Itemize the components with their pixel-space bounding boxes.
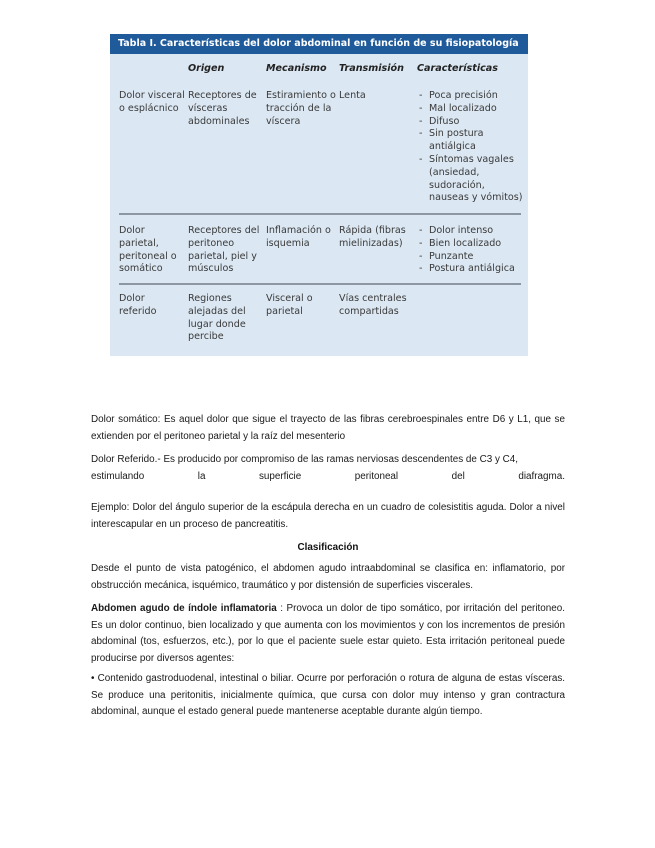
- characteristic-item: - Síntomas vagales (ansiedad, sudoración, nauseas y vómitos): [417, 154, 525, 205]
- row-transmission: Vías centrales compartidas: [339, 293, 407, 317]
- row-transmission: Lenta: [339, 90, 366, 101]
- header-mechanism: Mecanismo: [266, 63, 327, 74]
- paragraph-referred-pain: [91, 452, 565, 485]
- row-mechanism: Visceral o parietal: [266, 293, 313, 317]
- characteristic-item: - Mal localizado: [417, 103, 525, 116]
- inflammatory-body: : Provoca un dolor de tipo somático, por irritación del peritoneo. Es un dolor continuo, bien localizado y que aumenta con los movimientos y con los incrementos de presión abdominal (tos, esfuerzos, etc.), por lo que el paciente suele estar quieto. Esta irritación peritoneal puede producirse por diversos agentes:: [91, 603, 565, 664]
- paragraph-example: Ejemplo: Dolor del ángulo superior de la escápula derecha en un cuadro de colesistitis aguda. Dolor a nivel interescapular en un proceso de pancreatitis.: [91, 502, 565, 530]
- bullet-gastroduodenal: • Contenido gastroduodenal, intestinal o biliar. Ocurre por perforación o rotura de alguna de estas vísceras. Se produce una peritonitis, inicialmente química, que cursa con dolor muy intenso y gran contractura abdominal, aunque el estado general puede mantenerse aceptable durante algún tiempo.: [91, 673, 565, 717]
- characteristics-table: [110, 34, 528, 356]
- table-title: Tabla I. Características del dolor abdominal en función de su fisiopatología: [110, 34, 528, 54]
- section-title-classification: Clasificación: [297, 542, 359, 553]
- table-row: [110, 78, 528, 215]
- characteristic-item: - Punzante: [417, 251, 525, 264]
- row-type: Dolor referido: [119, 293, 157, 317]
- row-transmission: Rápida (fibras mielinizadas): [339, 225, 406, 249]
- row-mechanism: Inflamación o isquemia: [266, 225, 331, 249]
- header-transmission: Transmisión: [339, 63, 404, 74]
- referred-pain-line-1: Dolor Referido.- Es producido por compromiso de las ramas nerviosas descendentes de C3 y C4,: [91, 454, 519, 465]
- referred-pain-line-2: estimulando la superficie peritoneal del diafragma.: [91, 470, 565, 482]
- header-characteristics: Características: [417, 63, 498, 74]
- characteristic-item: - Postura antiálgica: [417, 263, 525, 276]
- row-origin: Receptores del peritoneo parietal, piel y músculos: [188, 225, 260, 275]
- row-type: Dolor visceral o esplácnico: [119, 90, 185, 114]
- characteristic-item: - Difuso: [417, 116, 525, 129]
- table-row: [110, 215, 528, 285]
- row-type: Dolor parietal, peritoneal o somático: [119, 225, 177, 275]
- table-row: [110, 285, 528, 355]
- paragraph-classification: Desde el punto de vista patogénico, el abdomen agudo intraabdominal se clasifica en: inflamatorio, por obstrucción mecánica, isquémico, traumático y por distensión de superficies viscerales.: [91, 563, 565, 591]
- characteristic-item: - Bien localizado: [417, 238, 525, 251]
- row-characteristics: [417, 225, 525, 276]
- row-origin: Regiones alejadas del lugar donde percibe: [188, 293, 246, 343]
- row-mechanism: Estiramiento o tracción de la víscera: [266, 90, 336, 127]
- inflammatory-heading: Abdomen agudo de índole inflamatoria: [91, 603, 277, 614]
- paragraph-inflammatory: [91, 601, 565, 667]
- paragraph-somatic-pain: Dolor somático: Es aquel dolor que sigue el trayecto de las fibras cerebroespinales entre D6 y L1, que se extienden por el peritoneo parietal y la raíz del mesenterio: [91, 414, 565, 442]
- characteristic-item: - Dolor intenso: [417, 225, 525, 238]
- table-header-row: [110, 54, 528, 78]
- row-characteristics: [417, 90, 525, 205]
- characteristic-item: - Poca precisión: [417, 90, 525, 103]
- row-origin: Receptores de vísceras abdominales: [188, 90, 257, 127]
- characteristic-item: - Sin postura antiálgica: [417, 128, 525, 154]
- header-origin: Origen: [188, 63, 225, 74]
